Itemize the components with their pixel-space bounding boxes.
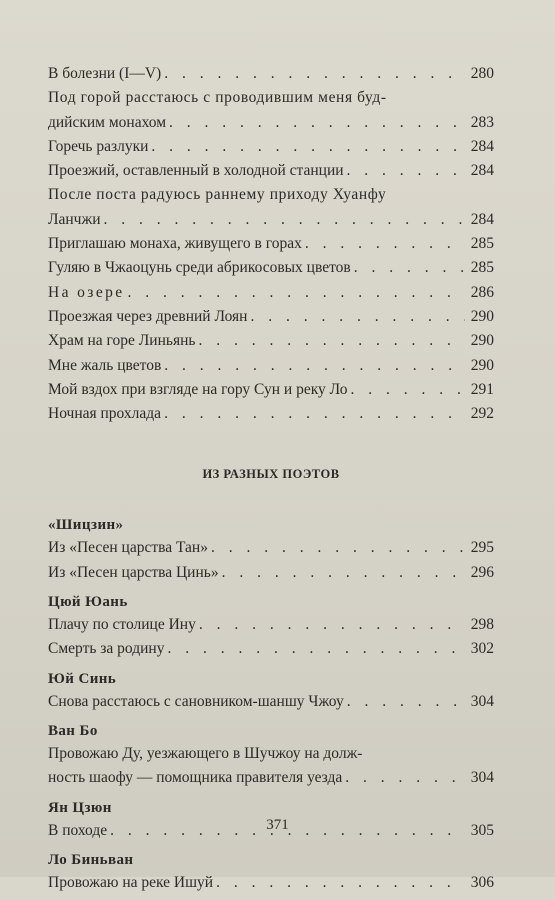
author-name: Ян Цзюн xyxy=(48,799,112,816)
entry-page: 302 xyxy=(470,640,494,658)
dot-leader xyxy=(195,329,464,353)
entry-title: Мой вздох при взгляде на гору Сун и реку Ло xyxy=(48,380,348,398)
entry-page: 285 xyxy=(470,235,494,253)
entry-page: 284 xyxy=(470,210,494,228)
author-name: Ло Биньван xyxy=(48,851,134,868)
entry-page: 305 xyxy=(470,821,494,839)
entry-page: 284 xyxy=(470,162,494,180)
toc-entry xyxy=(48,402,494,426)
dot-leader xyxy=(161,62,465,86)
entry-title: Проезжая через древний Лоян xyxy=(48,307,248,325)
entry-page: 286 xyxy=(470,283,494,301)
entry-page: 295 xyxy=(470,539,494,557)
entry-page: 283 xyxy=(470,113,494,131)
toc-entry xyxy=(48,613,494,637)
toc-entry xyxy=(48,871,494,895)
entry-title: Проезжий, оставленный в холодной станции xyxy=(48,162,344,180)
dot-leader xyxy=(161,354,464,378)
dot-leader xyxy=(344,690,465,714)
dot-leader xyxy=(247,305,464,329)
entry-page: 306 xyxy=(470,873,494,891)
toc-entry xyxy=(48,305,494,329)
toc-entry xyxy=(48,86,494,135)
entry-page: 290 xyxy=(470,332,494,350)
author-name: Ван Бо xyxy=(48,722,98,739)
entry-page: 284 xyxy=(470,137,494,155)
entry-page: 304 xyxy=(470,692,494,710)
author-group xyxy=(48,720,494,791)
dot-leader xyxy=(101,208,465,232)
entry-title: Из «Песен царства Цинь» xyxy=(48,563,219,581)
toc-entry xyxy=(48,183,494,232)
dot-leader xyxy=(166,111,465,135)
entry-title-line1: Под горой расстаюсь с проводившим меня буд- xyxy=(48,89,387,107)
toc-entry xyxy=(48,232,494,256)
entry-page: 296 xyxy=(470,563,494,581)
toc-entry xyxy=(48,159,494,183)
dot-leader xyxy=(196,613,465,637)
author-group xyxy=(48,514,494,585)
section-title: ИЗ РАЗНЫХ ПОЭТОВ xyxy=(202,467,340,482)
dot-leader xyxy=(342,766,464,790)
author-group xyxy=(48,668,494,714)
entry-title: Горечь разлуки xyxy=(48,137,149,155)
dot-leader xyxy=(164,637,464,661)
toc-entry xyxy=(48,62,494,86)
entry-page: 290 xyxy=(470,307,494,325)
entry-title: Храм на горе Линьянь xyxy=(48,332,196,350)
author-name: Цюй Юань xyxy=(48,594,128,611)
dot-leader xyxy=(161,402,465,426)
entry-title: На озере xyxy=(48,283,125,301)
toc-entry xyxy=(48,742,494,791)
entry-title: Из «Песен царства Тан» xyxy=(48,539,208,557)
entry-title: Приглашаю монаха, живущего в горах xyxy=(48,235,302,253)
author-group xyxy=(48,591,494,662)
toc-entry xyxy=(48,256,494,280)
toc-entry xyxy=(48,378,494,402)
entry-title: В походе xyxy=(48,821,108,839)
entry-title: Ночная прохлада xyxy=(48,405,162,423)
entry-title: Плачу по столице Ину xyxy=(48,616,196,634)
dot-leader xyxy=(302,232,465,256)
dot-leader xyxy=(213,871,465,895)
toc-entry xyxy=(48,536,494,560)
table-of-contents xyxy=(48,62,494,900)
entry-page: 291 xyxy=(470,380,494,398)
entry-title: В болезни (I—V) xyxy=(48,65,162,82)
entry-title: Мне жаль цветов xyxy=(48,356,162,374)
toc-entry xyxy=(48,329,494,353)
entry-page: 304 xyxy=(470,769,494,787)
entry-title-line1: Провожаю Ду, уезжающего в Шучжоу на долж- xyxy=(48,744,363,762)
entry-page: 285 xyxy=(470,259,494,277)
toc-entry xyxy=(48,281,494,305)
dot-leader xyxy=(344,159,465,183)
dot-leader xyxy=(125,281,465,305)
entry-title: Провожаю на реке Ишуй xyxy=(48,873,214,891)
toc-entry xyxy=(48,690,494,714)
author-name: «Шицзин» xyxy=(48,517,124,534)
toc-entry xyxy=(48,561,494,585)
entry-page: 298 xyxy=(470,616,494,634)
author-group xyxy=(48,849,494,895)
entry-title-line1: После поста радуюсь раннему приходу Хуанфу xyxy=(48,186,387,204)
entry-page: 290 xyxy=(470,356,494,374)
entry-title-line2: дийским монахом xyxy=(48,113,167,131)
entry-title: Гуляю в Чжаоцунь среди абрикосовых цветов xyxy=(48,259,351,277)
entry-title: Смерть за родину xyxy=(48,640,165,658)
dot-leader xyxy=(351,256,465,280)
entry-page: 280 xyxy=(470,65,494,82)
dot-leader xyxy=(219,561,465,585)
dot-leader xyxy=(148,135,464,159)
dot-leader xyxy=(348,378,465,402)
entry-title-line2: ность шаофу — помощника правителя уезда xyxy=(48,769,343,787)
page-number: 371 xyxy=(266,817,289,833)
toc-entry xyxy=(48,135,494,159)
toc-entry xyxy=(48,637,494,661)
entry-title: Снова расстаюсь с сановником-шаншу Чжоу xyxy=(48,692,344,710)
toc-entry xyxy=(48,354,494,378)
entry-page: 292 xyxy=(470,405,494,423)
entry-title-line2: Ланчжи xyxy=(48,210,101,228)
author-name: Юй Синь xyxy=(48,670,117,687)
dot-leader xyxy=(208,536,465,560)
